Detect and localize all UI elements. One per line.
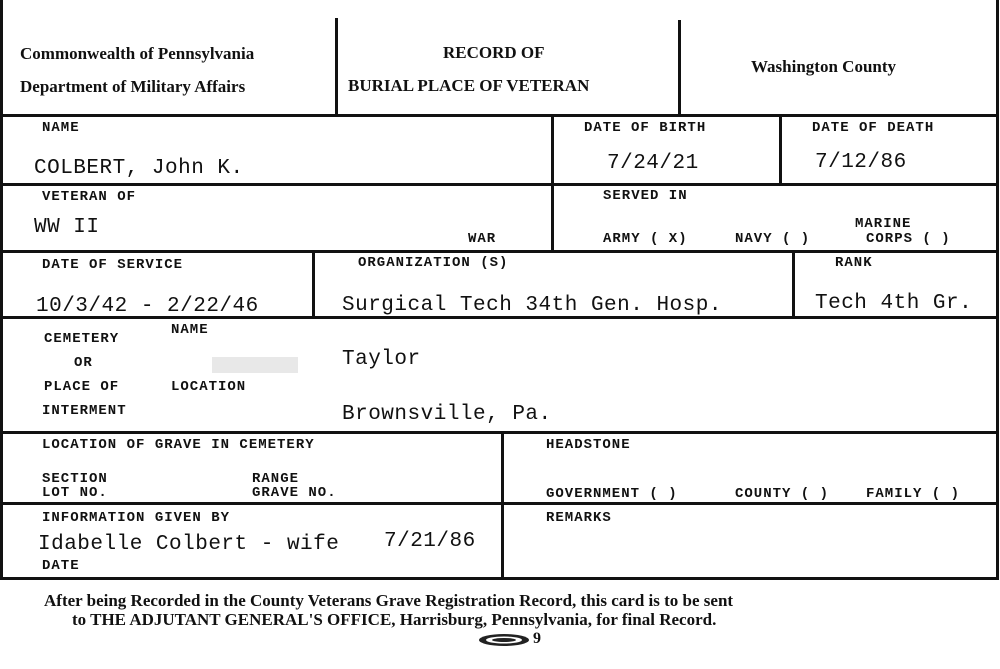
divider-grave xyxy=(0,502,999,505)
served-marine-line-1: MARINE xyxy=(855,216,912,232)
served-marine-line-2: CORPS ( ) xyxy=(866,231,951,247)
headstone-government: GOVERNMENT ( ) xyxy=(546,486,678,502)
organization-value: Surgical Tech 34th Gen. Hosp. xyxy=(342,294,722,317)
cemetery-label: CEMETERY xyxy=(44,331,120,347)
date-of-death-label: DATE OF DEATH xyxy=(812,120,935,136)
cemetery-location-label: LOCATION xyxy=(171,379,247,395)
headstone-label: HEADSTONE xyxy=(546,437,631,453)
divider-vertical-headstone xyxy=(501,431,504,577)
divider-info xyxy=(0,577,999,580)
divider-vertical-org xyxy=(312,250,315,316)
information-given-by-value: Idabelle Colbert - wife xyxy=(38,533,340,556)
date-of-birth-value: 7/24/21 xyxy=(607,152,699,175)
lot-number-label: LOT NO. xyxy=(42,485,108,501)
war-suffix: WAR xyxy=(468,231,497,247)
divider-header xyxy=(0,114,999,117)
left-border xyxy=(0,0,3,580)
date-of-death-value: 7/12/86 xyxy=(815,151,907,174)
range-label: RANGE xyxy=(252,471,300,487)
rank-label: RANK xyxy=(835,255,873,271)
agency-line-2: Department of Military Affairs xyxy=(20,77,246,96)
footer-instruction-line-2: to THE ADJUTANT GENERAL'S OFFICE, Harrisburg, Pennsylvania, for final Record. xyxy=(72,610,717,629)
headstone-county: COUNTY ( ) xyxy=(735,486,830,502)
divider-vertical-death xyxy=(779,114,782,183)
rank-value: Tech 4th Gr. xyxy=(815,292,973,315)
page-number: 9 xyxy=(533,630,541,647)
grave-location-label: LOCATION OF GRAVE IN CEMETERY xyxy=(42,437,315,453)
served-army: ARMY ( X) xyxy=(603,231,688,247)
faded-handwriting-smudge xyxy=(212,357,298,373)
union-label-emblem-icon xyxy=(478,633,530,652)
date-of-service-label: DATE OF SERVICE xyxy=(42,257,184,273)
footer-instruction-line-1: After being Recorded in the County Veterans Grave Registration Record, this card is to be sent xyxy=(44,591,734,610)
divider-vertical-mid xyxy=(551,114,554,250)
divider-name xyxy=(0,183,999,186)
section-label: SECTION xyxy=(42,471,108,487)
cemetery-or-label: OR xyxy=(74,355,93,371)
date-of-service-value: 10/3/42 - 2/22/46 xyxy=(36,295,259,318)
name-value: COLBERT, John K. xyxy=(34,157,244,180)
information-date-value: 7/21/86 xyxy=(384,530,476,553)
header-divider-1 xyxy=(335,18,338,114)
served-navy: NAVY ( ) xyxy=(735,231,811,247)
interment-label: INTERMENT xyxy=(42,403,127,419)
divider-vertical-rank xyxy=(792,250,795,316)
form-title-line-2: BURIAL PLACE OF VETERAN xyxy=(348,76,590,95)
grave-number-label: GRAVE NO. xyxy=(252,485,337,501)
form-title-line-1: RECORD OF xyxy=(443,43,545,62)
remarks-label: REMARKS xyxy=(546,510,612,526)
place-of-label: PLACE OF xyxy=(44,379,120,395)
header-divider-2 xyxy=(678,20,681,114)
veteran-of-label: VETERAN OF xyxy=(42,189,137,205)
divider-veteran xyxy=(0,250,999,253)
organization-label: ORGANIZATION (S) xyxy=(358,255,509,271)
cemetery-name-label: NAME xyxy=(171,322,209,338)
cemetery-location-value: Brownsville, Pa. xyxy=(342,403,552,426)
date-of-birth-label: DATE OF BIRTH xyxy=(584,120,707,136)
name-label: NAME xyxy=(42,120,80,136)
veteran-of-value: WW II xyxy=(34,216,100,239)
information-date-label: DATE xyxy=(42,558,80,574)
served-in-label: SERVED IN xyxy=(603,188,688,204)
agency-line-1: Commonwealth of Pennsylvania xyxy=(20,44,255,63)
headstone-family: FAMILY ( ) xyxy=(866,486,961,502)
information-given-by-label: INFORMATION GIVEN BY xyxy=(42,510,231,526)
divider-cemetery xyxy=(0,431,999,434)
county-name: Washington County xyxy=(751,57,897,76)
right-border xyxy=(996,0,999,580)
cemetery-name-value: Taylor xyxy=(342,348,421,371)
